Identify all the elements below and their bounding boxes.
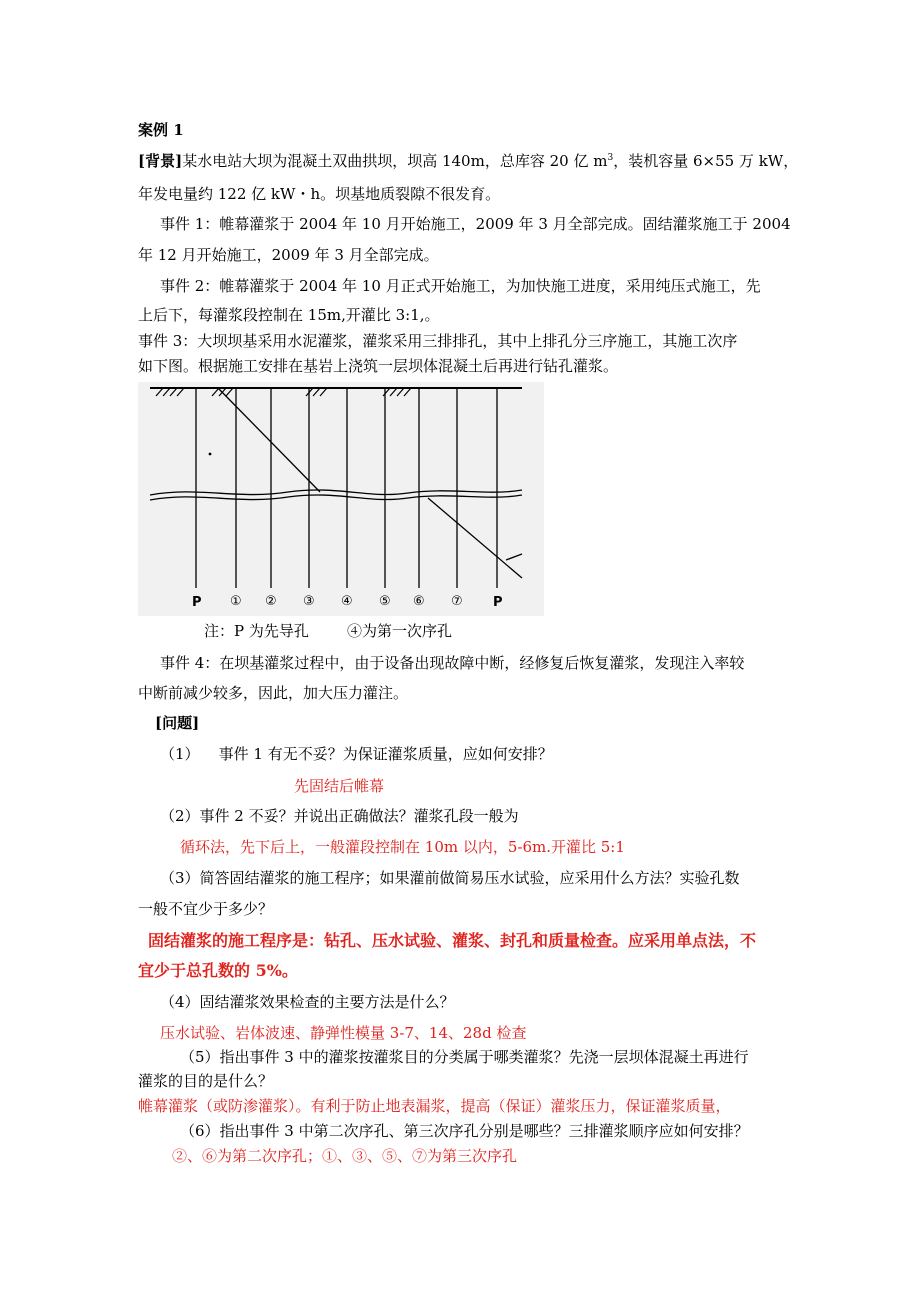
- answer-4: 压水试验、岩体波速、静弹性模量 3-7、14、28d 检查: [160, 1024, 527, 1042]
- dot-mark: [209, 453, 212, 456]
- diagonal-upper: [218, 388, 320, 492]
- answer-6: ②、⑥为第二次序孔；①、③、⑤、⑦为第三次序孔: [172, 1147, 518, 1165]
- diagram-svg: [138, 382, 544, 616]
- question-6: （6）指出事件 3 中第二次序孔、第三次序孔分别是哪些？三排灌浆顺序应如何安排？: [180, 1122, 749, 1140]
- answer-2: 循环法，先下后上，一般灌段控制在 10m 以内，5-6m.开灌比 5:1: [180, 838, 625, 856]
- question-4: （4）固结灌浆效果检查的主要方法是什么？: [160, 993, 455, 1011]
- hole-label: ①: [230, 594, 242, 609]
- hole-label: P: [192, 595, 202, 610]
- short-mark: [506, 554, 522, 560]
- event3-line-2: 如下图。根据施工安排在基岩上浇筑一层坝体混凝土后再进行钻孔灌浆。: [138, 357, 619, 375]
- background-text-a: 某水电站大坝为混凝土双曲拱坝，坝高 140m，总库容 20 亿 m: [182, 152, 608, 170]
- event1-line-2: 年 12 月开始施工，2009 年 3 月全部完成。: [138, 246, 439, 264]
- hole-label: P: [493, 595, 503, 610]
- event4-line-2: 中断前减少较多，因此，加大压力灌注。: [138, 684, 409, 702]
- question-3-line-1: （3）简答固结灌浆的施工程序；如果灌前做简易压水试验，应采用什么方法？实验孔数: [160, 869, 740, 887]
- question-3-line-2: 一般不宜少于多少？: [138, 900, 274, 918]
- background-tag: [背景]: [138, 152, 183, 170]
- hole-label: ②: [265, 594, 277, 609]
- hole-label: ⑥: [413, 594, 425, 609]
- event1-line-1: 事件 1：帷幕灌浆于 2004 年 10 月开始施工，2009 年 3 月全部完成。固结灌浆施工于 2004: [160, 215, 791, 233]
- background-line-2: 年发电量约 122 亿 kW・h。坝基地质裂隙不很发育。: [138, 185, 501, 203]
- answer-3-line-1: 固结灌浆的施工程序是：钻孔、压水试验、灌浆、封孔和质量检查。应采用单点法，不: [148, 931, 757, 950]
- answer-1: 先固结后帷幕: [294, 777, 385, 795]
- hole-label: ③: [303, 594, 315, 609]
- question-5-line-1: （5）指出事件 3 中的灌浆按灌浆目的分类属于哪类灌浆？先浇一层坝体混凝土再进行: [180, 1048, 749, 1066]
- hole-label: ⑤: [379, 594, 391, 609]
- layer-line-upper: [150, 490, 522, 495]
- questions-header: [问题]: [155, 714, 200, 732]
- diagonal-lower: [428, 498, 522, 578]
- answer-3-line-2: 宜少于总孔数的 5%。: [138, 961, 298, 980]
- event3-line-1: 事件 3：大坝坝基采用水泥灌浆，灌浆采用三排排孔，其中上排孔分三序施工，其施工次序: [138, 332, 738, 350]
- question-1: （1） 事件 1 有无不妥？为保证灌浆质量，应如何安排？: [160, 745, 553, 763]
- answer-5: 帷幕灌浆（或防渗灌浆）。有利于防止地表漏浆，提高（保证）灌浆压力，保证灌浆质量，: [138, 1097, 731, 1115]
- grouting-diagram: [138, 382, 544, 616]
- background-sup: 3: [607, 153, 614, 163]
- layer-line-lower: [150, 495, 522, 500]
- case-title: 案例 1: [138, 121, 184, 139]
- background-line-1: [138, 150, 798, 172]
- background-text-b: ，装机容量 6×55 万 kW，: [613, 152, 799, 170]
- question-2: （2）事件 2 不妥？并说出正确做法？灌浆孔段一般为: [160, 807, 519, 825]
- figure-note: 注：P 为先导孔 ④为第一次序孔: [204, 622, 453, 640]
- hole-label: ④: [341, 594, 353, 609]
- question-5-line-2: 灌浆的目的是什么？: [138, 1072, 274, 1090]
- event4-line-1: 事件 4：在坝基灌浆过程中，由于设备出现故障中断，经修复后恢复灌浆，发现注入率较: [160, 654, 745, 672]
- event2-line-2: 上后下，每灌浆段控制在 15m,开灌比 3:1,。: [138, 306, 440, 324]
- event2-line-1: 事件 2：帷幕灌浆于 2004 年 10 月正式开始施工，为加快施工进度，采用纯压式施工，先: [160, 277, 761, 295]
- ground-hatching: [156, 388, 411, 396]
- hole-label: ⑦: [451, 594, 463, 609]
